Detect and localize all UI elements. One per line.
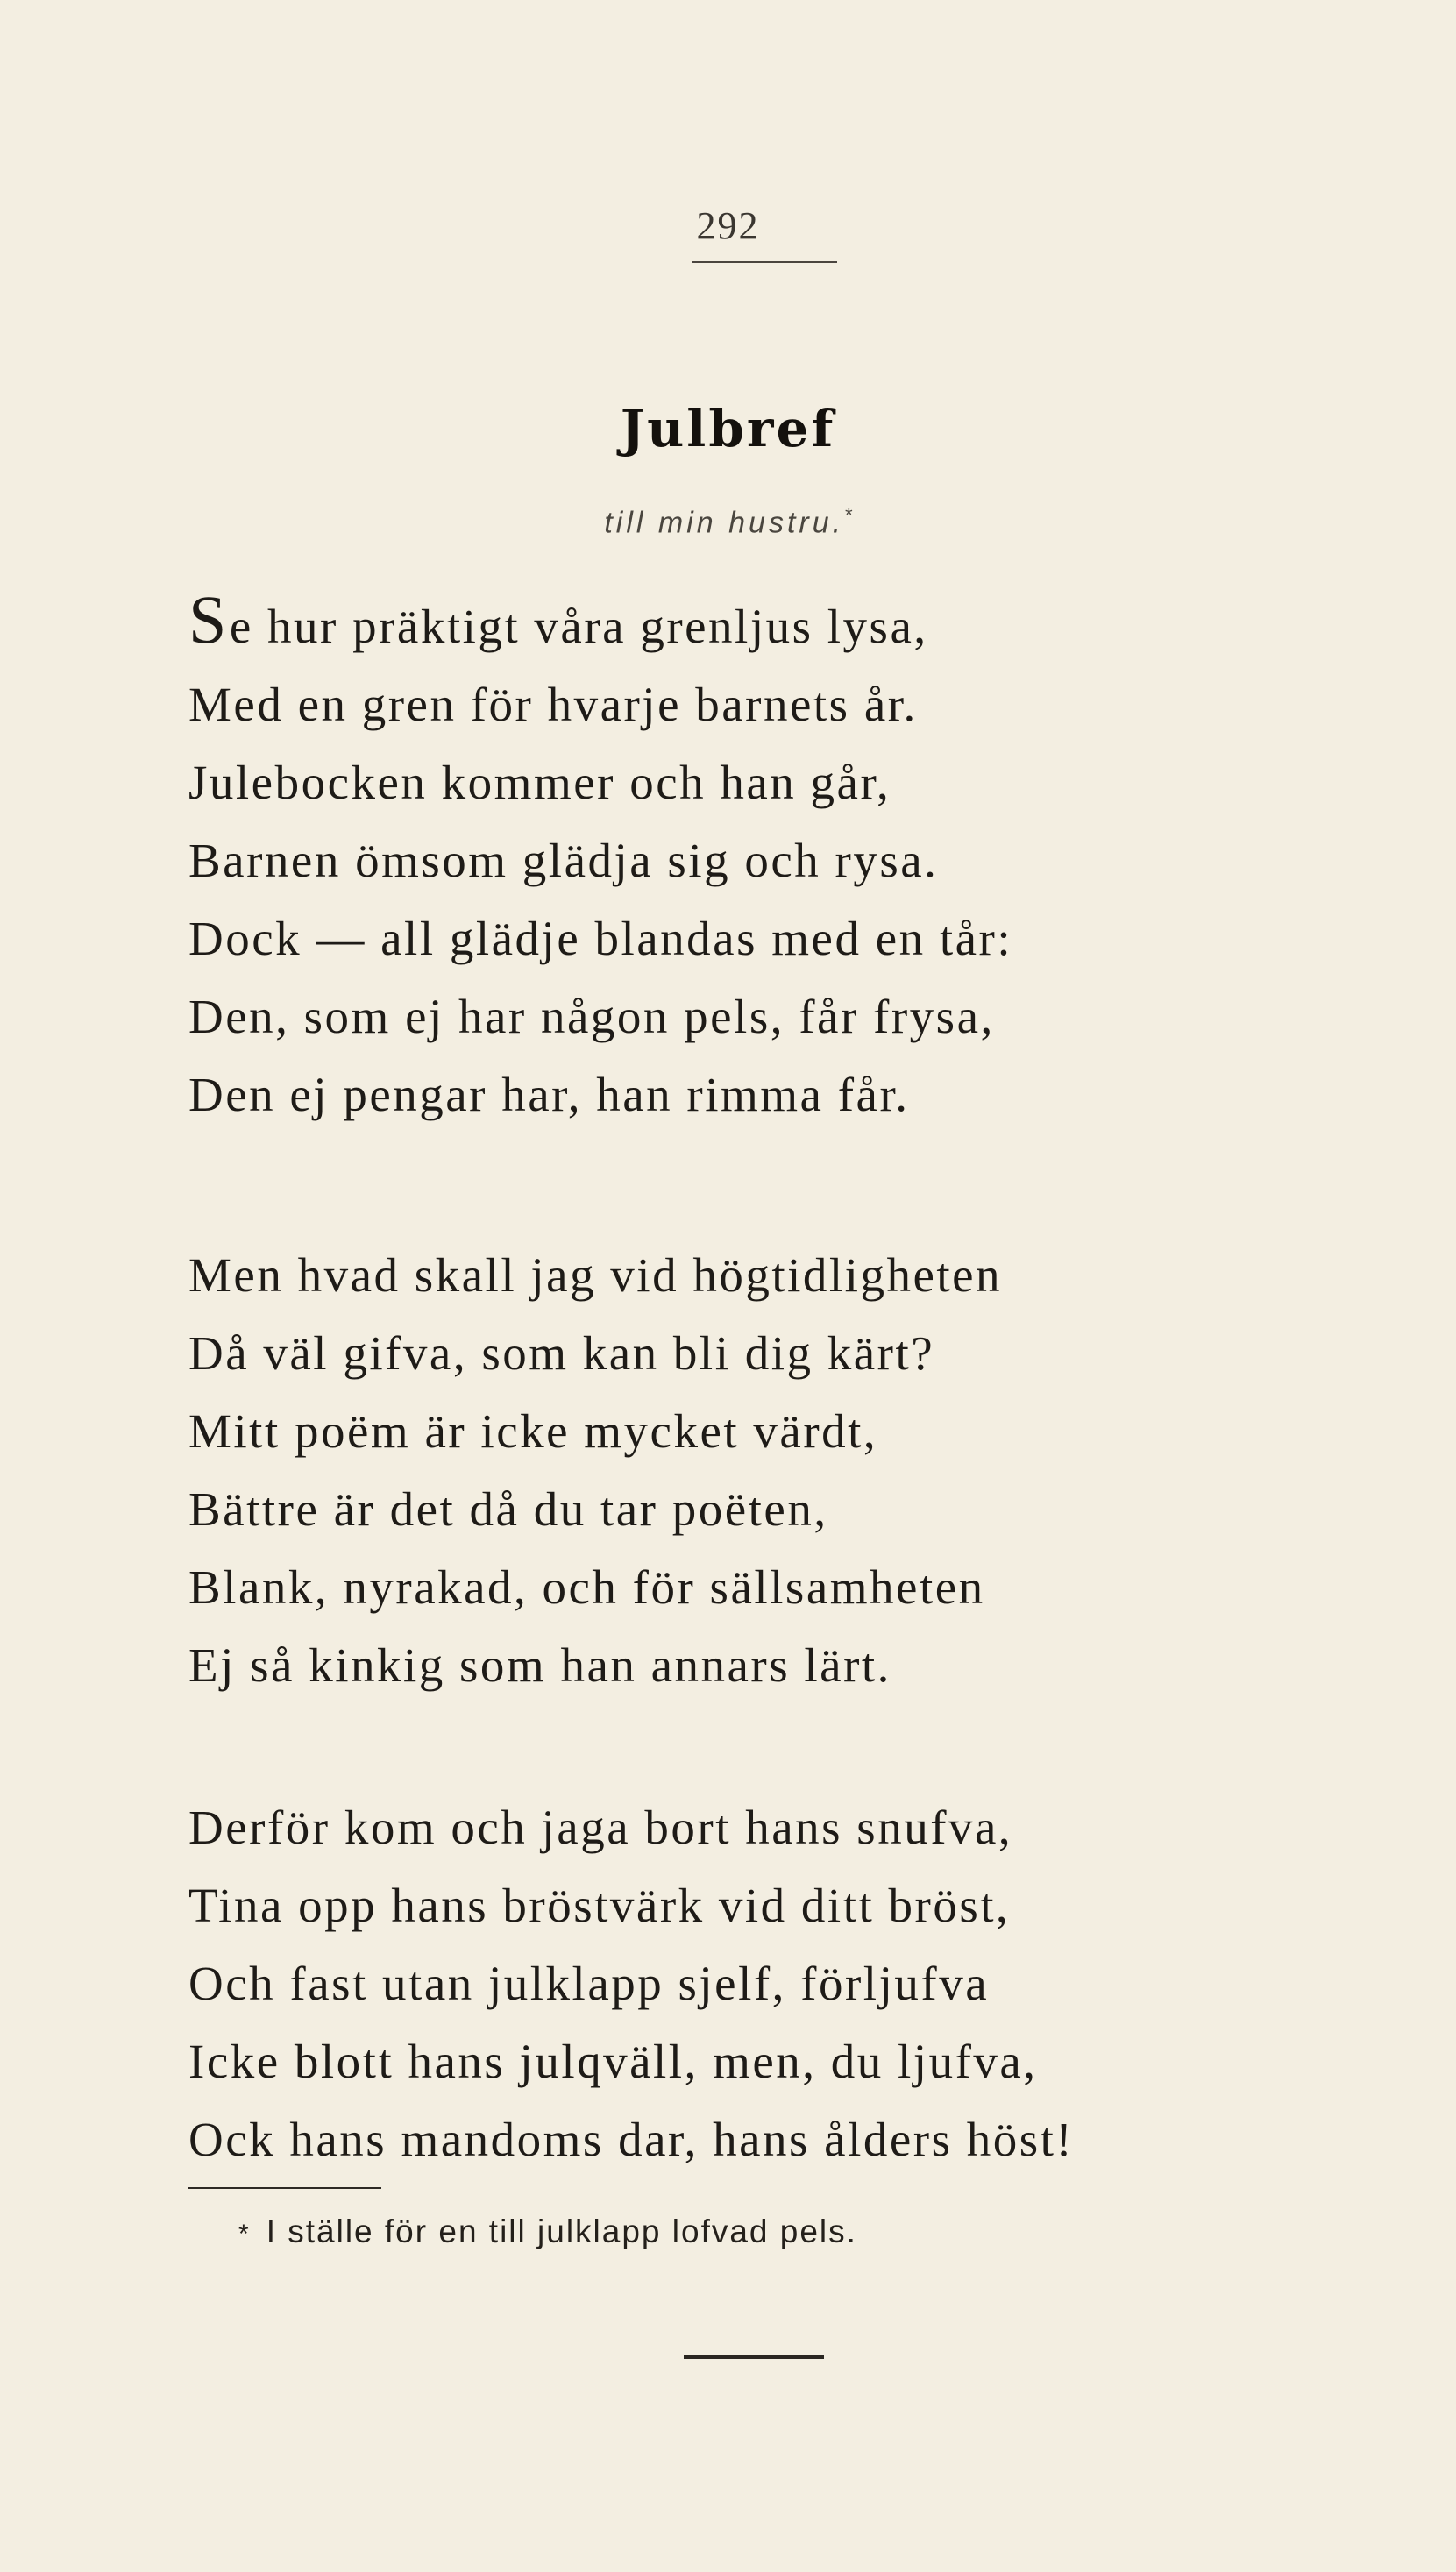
stanza-1 [188, 581, 1328, 1133]
footnote-rule [188, 2187, 381, 2189]
poem-line: Och fast utan julklapp sjelf, förljufva [188, 1957, 990, 2010]
page-number: 292 [696, 204, 760, 247]
poem-line [188, 581, 1328, 665]
poem-line: Ej så kinkig som han annars lärt. [188, 1638, 891, 1692]
poem-line: Den ej pengar har, han rimma får. [188, 1068, 910, 1121]
first-line-rest: e hur präktigt våra grenljus lysa, [229, 600, 928, 653]
poem-line: Mitt poëm är icke mycket värdt, [188, 1404, 878, 1458]
dedication-footnote-mark: * [844, 504, 852, 526]
closing-rule [684, 2355, 824, 2359]
poem-line: Dock — all glädje blandas med en tår: [188, 912, 1013, 965]
stanza-3 [188, 1788, 1328, 2178]
poem-line: Icke blott hans julqväll, men, du ljufva, [188, 2035, 1038, 2088]
poem-dedication [0, 504, 1456, 540]
poem-line: Men hvad skall jag vid högtidligheten [188, 1248, 1003, 1302]
poem-line: Den, som ej har någon pels, får frysa, [188, 990, 995, 1043]
stanza-2 [188, 1236, 1328, 1704]
dedication-text: till min hustru. [604, 506, 845, 540]
poem-line: Med en gren för hvarje barnets år. [188, 678, 918, 731]
poem-line: Tina opp hans bröstvärk vid ditt bröst, [188, 1879, 1011, 1932]
poem-line: Barnen ömsom glädja sig och rysa. [188, 834, 939, 887]
footnote-text: I ställe för en till julklapp lofvad pels. [266, 2213, 857, 2249]
poem-line: Då väl gifva, som kan bli dig kärt? [188, 1326, 935, 1380]
poem-line: Bättre är det då du tar poëten, [188, 1482, 828, 1536]
poem-title: Julbref [620, 399, 836, 458]
footnote [238, 2213, 857, 2250]
poem-line: Julebocken kommer och han går, [188, 756, 891, 809]
footnote-mark: * [238, 2220, 251, 2249]
poem-line: Blank, nyrakad, och för sällsamheten [188, 1560, 985, 1614]
poem-line: Derför kom och jaga bort hans snufva, [188, 1801, 1013, 1854]
header-rule [692, 261, 837, 263]
poem-line: Ock hans mandoms dar, hans ålders höst! [188, 2113, 1075, 2166]
drop-cap: S [188, 581, 229, 657]
